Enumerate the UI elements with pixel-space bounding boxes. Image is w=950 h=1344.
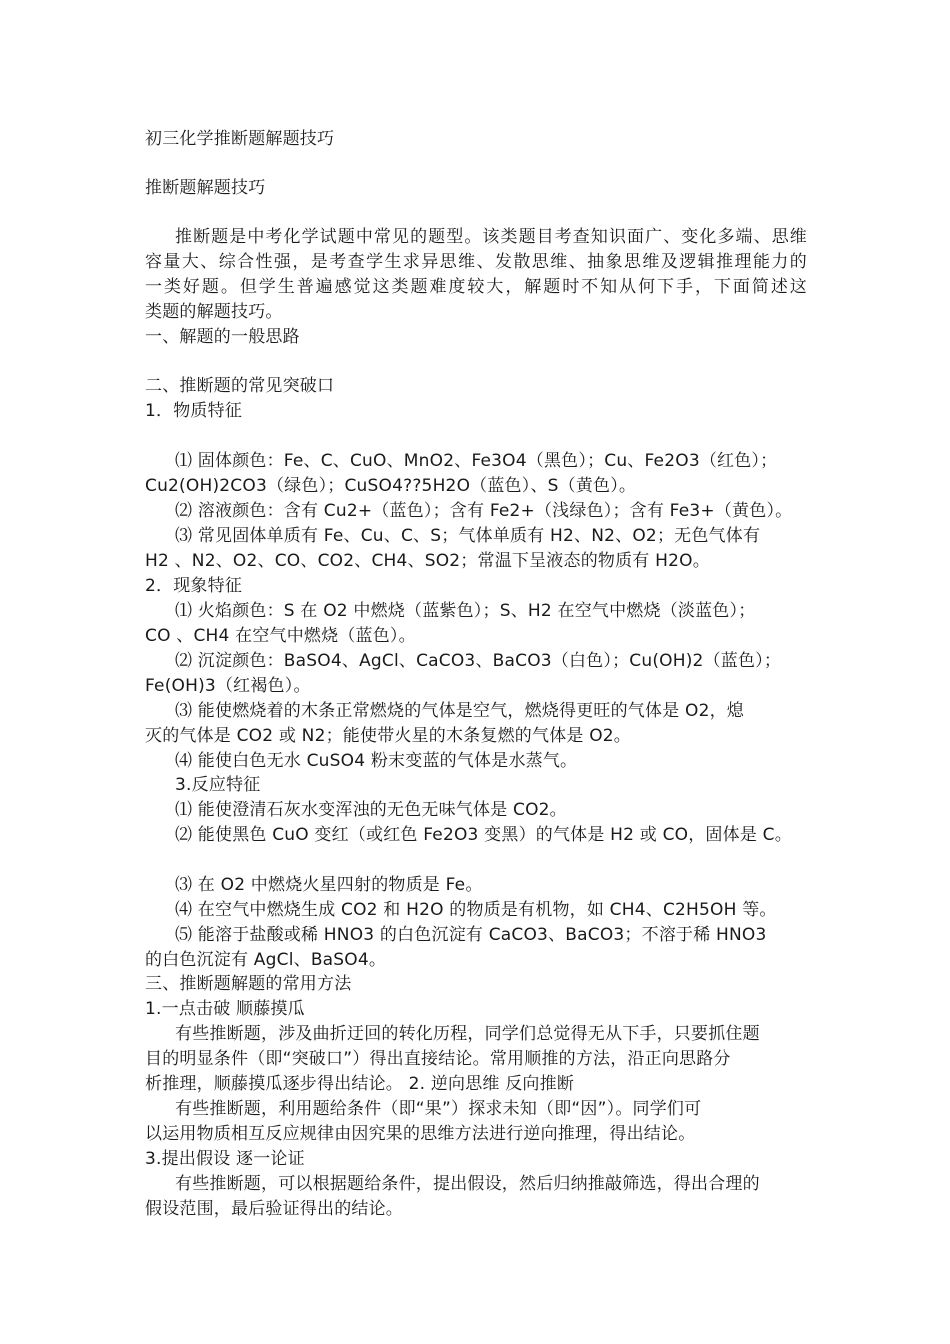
paragraph-line: ⑶ 在 O2 中燃烧火星四射的物质是 Fe。 xyxy=(175,875,483,895)
method-heading-3: 3.提出假设 逐一论证 xyxy=(145,1149,305,1169)
intro-line-2: 容量大、综合性强，是考查学生求异思维、发散思维、抽象思维及逻辑推理能力的 xyxy=(145,252,807,272)
paragraph-line: 有些推断题，涉及曲折迂回的转化历程，同学们总觉得无从下手，只要抓住题 xyxy=(175,1024,760,1044)
paragraph-line: 有些推断题，可以根据题给条件，提出假设，然后归纳推敲筛选，得出合理的 xyxy=(175,1174,760,1194)
intro-line-1: 推断题是中考化学试题中常见的题型。该类题目考查知识面广、变化多端、思维 xyxy=(175,227,807,247)
paragraph-line: ⑵ 能使黑色 CuO 变红（或红色 Fe2O3 变黑）的气体是 H2 或 CO，固体是 C。 xyxy=(175,825,792,845)
method-heading-1: 1.一点击破 顺藤摸瓜 xyxy=(145,999,305,1019)
intro-line-3: 一类好题。但学生普遍感觉这类题难度较大，解题时不知从何下手，下面简述这 xyxy=(145,277,807,297)
paragraph-line: ⑵ 溶液颜色：含有 Cu2+（蓝色）；含有 Fe2+（浅绿色）；含有 Fe3+（黄色）。 xyxy=(175,501,793,521)
document-subtitle: 推断题解题技巧 xyxy=(145,178,266,198)
paragraph-line: 目的明显条件（即“突破口”）得出直接结论。常用顺推的方法，沿正向思路分 xyxy=(145,1049,731,1069)
paragraph-line: ⑴ 火焰颜色：S 在 O2 中燃烧（蓝紫色）；S、H2 在空气中燃烧（淡蓝色）； xyxy=(175,601,756,621)
paragraph-line: 假设范围，最后验证得出的结论。 xyxy=(145,1199,403,1219)
paragraph-line: ⑵ 沉淀颜色：BaSO4、AgCl、CaCO3、BaCO3（白色）；Cu(OH)2（蓝色）； xyxy=(175,651,782,671)
paragraph-line: ⑸ 能溶于盐酸或稀 HNO3 的白色沉淀有 CaCO3、BaCO3；不溶于稀 HNO3 xyxy=(175,925,767,945)
document-title: 初三化学推断题解题技巧 xyxy=(145,129,335,149)
section-heading-1: 一、解题的一般思路 xyxy=(145,327,300,347)
subheading-reaction: 3.反应特征 xyxy=(175,775,261,795)
subheading-phenomenon: 2．现象特征 xyxy=(145,576,243,596)
paragraph-line: ⑴ 能使澄清石灰水变浑浊的无色无味气体是 CO2。 xyxy=(175,800,567,820)
paragraph-line: 的白色沉淀有 AgCl、BaSO4。 xyxy=(145,950,387,970)
section-heading-3: 三、推断题解题的常用方法 xyxy=(145,974,352,994)
paragraph-line: Fe(OH)3（红褐色）。 xyxy=(145,676,311,696)
paragraph-line: ⑶ 能使燃烧着的木条正常燃烧的气体是空气，燃烧得更旺的气体是 O2，熄 xyxy=(175,701,745,721)
paragraph-line: ⑷ 能使白色无水 CuSO4 粉末变蓝的气体是水蒸气。 xyxy=(175,751,578,771)
subheading-material: 1．物质特征 xyxy=(145,401,243,421)
paragraph-line: 以运用物质相互反应规律由因究果的思维方法进行逆向推理，得出结论。 xyxy=(145,1124,696,1144)
paragraph-line: 有些推断题，利用题给条件（即“果”）探求未知（即“因”）。同学们可 xyxy=(175,1099,702,1119)
paragraph-line: Cu2(OH)2CO3（绿色）；CuSO4??5H2O（蓝色）、S（黄色）。 xyxy=(145,476,637,496)
paragraph-line: ⑶ 常见固体单质有 Fe、Cu、C、S；气体单质有 H2、N2、O2；无色气体有 xyxy=(175,526,761,546)
intro-line-4: 类题的解题技巧。 xyxy=(145,302,283,322)
paragraph-line: 灭的气体是 CO2 或 N2；能使带火星的木条复燃的气体是 O2。 xyxy=(145,726,632,746)
paragraph-line: H2 、N2、O2、CO、CO2、CH4、SO2；常温下呈液态的物质有 H2O。 xyxy=(145,551,710,571)
section-heading-2: 二、推断题的常见突破口 xyxy=(145,376,335,396)
paragraph-line: 析推理，顺藤摸瓜逐步得出结论。 2. 逆向思维 反向推断 xyxy=(145,1074,575,1094)
paragraph-line: ⑴ 固体颜色：Fe、C、CuO、MnO2、Fe3O4（黑色）；Cu、Fe2O3（红色）； xyxy=(175,451,778,471)
paragraph-line: CO 、CH4 在空气中燃烧（蓝色）。 xyxy=(145,626,416,646)
paragraph-line: ⑷ 在空气中燃烧生成 CO2 和 H2O 的物质是有机物，如 CH4、C2H5OH 等。 xyxy=(175,900,777,920)
